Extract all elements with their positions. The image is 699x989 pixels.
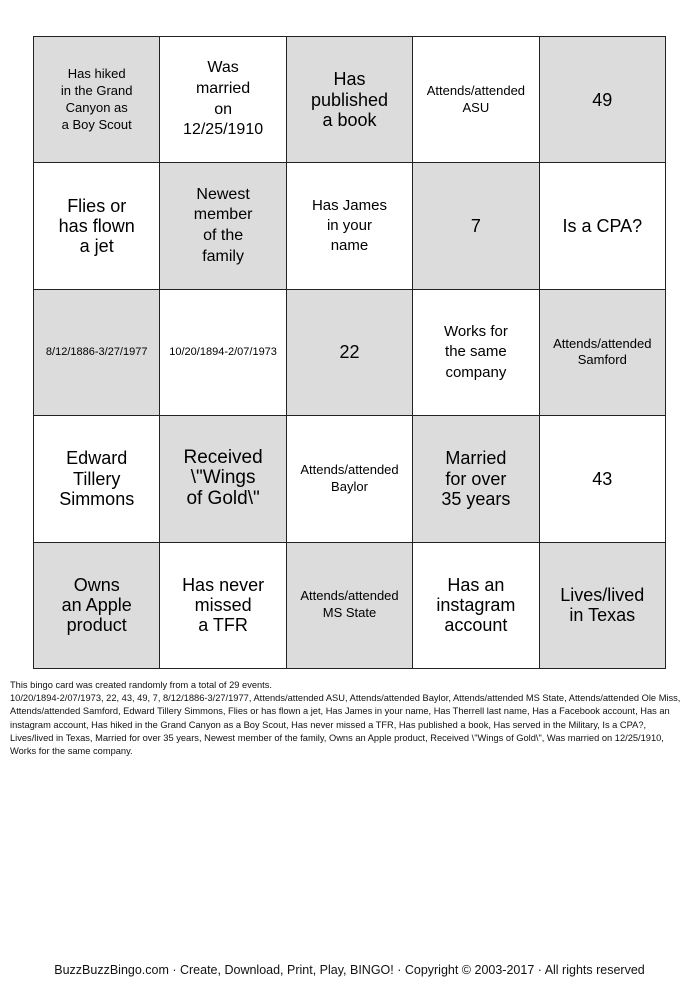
bingo-cell: Attends/attended Samford — [540, 290, 666, 416]
bingo-cell: 49 — [540, 37, 666, 163]
bingo-cell: Newest member of the family — [160, 163, 286, 289]
bingo-cell: Attends/attended ASU — [413, 37, 539, 163]
bingo-cell: Attends/attended MS State — [287, 543, 413, 669]
bingo-cell: Married for over 35 years — [413, 416, 539, 542]
bingo-cell: Has an instagram account — [413, 543, 539, 669]
events-note — [10, 679, 692, 758]
bingo-cell: Is a CPA? — [540, 163, 666, 289]
bingo-cell: Has James in your name — [287, 163, 413, 289]
bingo-cell: Has never missed a TFR — [160, 543, 286, 669]
bingo-cell: Has hiked in the Grand Canyon as a Boy Scout — [34, 37, 160, 163]
bingo-cell: Flies or has flown a jet — [34, 163, 160, 289]
bingo-cell: Edward Tillery Simmons — [34, 416, 160, 542]
bingo-cell: Has published a book — [287, 37, 413, 163]
bingo-cell: 8/12/1886-3/27/1977 — [34, 290, 160, 416]
bingo-cell: Was married on 12/25/1910 — [160, 37, 286, 163]
bingo-cell: Lives/lived in Texas — [540, 543, 666, 669]
bingo-cell: 43 — [540, 416, 666, 542]
bingo-cell: 22 — [287, 290, 413, 416]
bingo-cell: Works for the same company — [413, 290, 539, 416]
bingo-board — [33, 36, 666, 669]
bingo-cell: 7 — [413, 163, 539, 289]
bingo-cell: Attends/attended Baylor — [287, 416, 413, 542]
bingo-cell: 10/20/1894-2/07/1973 — [160, 290, 286, 416]
bingo-cell: Owns an Apple product — [34, 543, 160, 669]
copyright-footer: BuzzBuzzBingo.com · Create, Download, Print, Play, BINGO! · Copyright © 2003-2017 · All rights reserved — [54, 963, 645, 977]
bingo-cell: Received \"Wings of Gold\" — [160, 416, 286, 542]
events-note-list: 10/20/1894-2/07/1973, 22, 43, 49, 7, 8/12/1886-3/27/1977, Attends/attended ASU, Attends/attended Baylor, Attends/attended MS State, Attends/attended Ole Miss, Attends/attended Samford, Edward Tillery Simmons, Flies or has flown a jet, Has James in your name, Has Therrell last name, Has a Facebook account, Has an instagram account, Has hiked in the Grand Canyon as a Boy Scout, Has never missed a TFR, Has published a book, Has served in the Military, Is a CPA?, Lives/lived in Texas, Married for over 35 years, Newest member of the family, Owns an Apple product, Received \"Wings of Gold\", Was married on 12/25/1910, Works for the same company. — [10, 693, 681, 756]
events-note-intro: This bingo card was created randomly from a total of 29 events. — [10, 680, 272, 690]
